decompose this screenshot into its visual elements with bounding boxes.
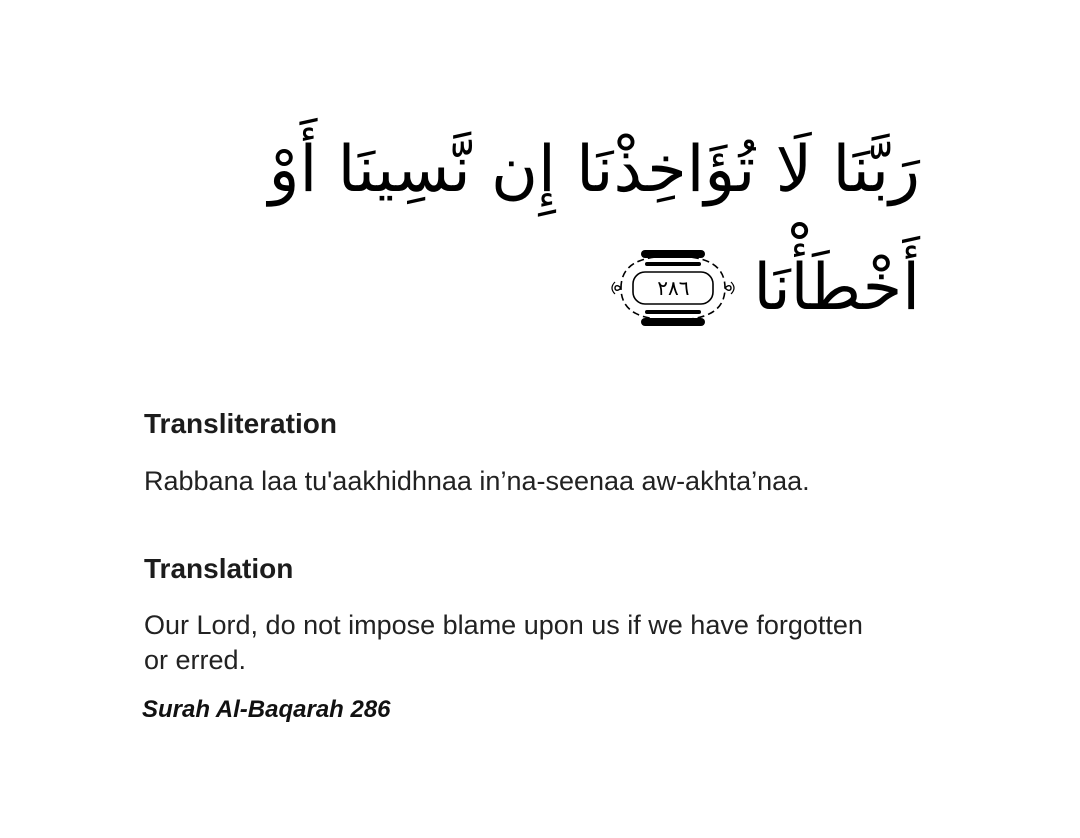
arabic-verse-line-2: أَخْطَأْنَا	[753, 251, 920, 325]
translation-heading: Translation	[144, 553, 294, 584]
ayah-end-marker-icon	[611, 242, 735, 334]
arabic-verse-line-1: رَبَّنَا لَا تُؤَاخِذْنَا إِن نَّسِينَا أَوْ	[268, 133, 920, 207]
arabic-verse-line-2-row	[611, 228, 920, 348]
transliteration-text: Rabbana laa tu'aakhidhnaa in’na-seenaa aw-akhta’naa.	[144, 466, 810, 496]
transliteration-heading: Transliteration	[144, 408, 337, 439]
ayah-number: ٢٨٦	[657, 276, 690, 300]
surah-citation: Surah Al-Baqarah 286	[142, 696, 391, 723]
translation-text: Our Lord, do not impose blame upon us if we have forgotten or erred.	[144, 610, 863, 675]
